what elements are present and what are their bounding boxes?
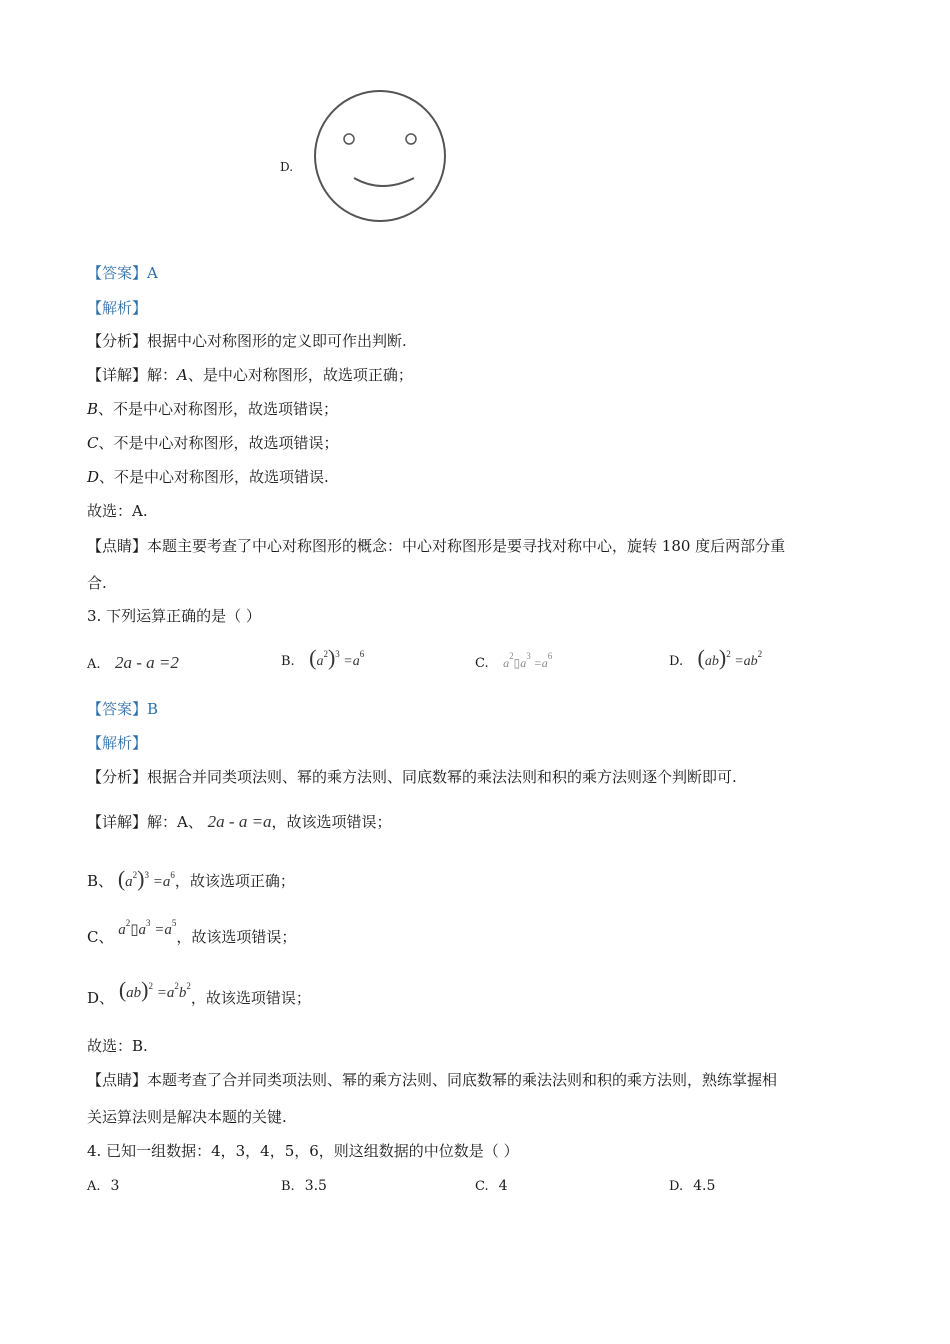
fenxi-tag: 【分析】: [87, 768, 148, 786]
fenxi-text: 根据合并同类项法则、幂的乘方法则、同底数幂的乘法法则和积的乘方法则逐个判断即可.: [147, 768, 737, 786]
q2-comment-line-1: [87, 535, 785, 557]
option-formula: $a^2▯a^3 =a^6$: [503, 651, 553, 670]
detail-formula: $(ab)^2 =a^2b^2$: [118, 977, 191, 1002]
q3-detail-d: [87, 977, 311, 1011]
option-formula: 2a - a =2: [114, 653, 179, 672]
smile-mouth: [354, 178, 414, 186]
option-formula: $(a^2)^3 =a^6$: [309, 645, 365, 670]
face-outline: [315, 91, 445, 221]
answer-value: A: [147, 264, 158, 282]
detail-tag: 【详解】: [87, 813, 148, 831]
detail-text: 、是中心对称图形，故选项正确；: [187, 366, 413, 384]
detail-prefix: C、: [87, 928, 114, 946]
q3-detail-a: [87, 811, 392, 833]
detail-text: ，故该选项正确；: [174, 872, 295, 890]
option-value: 4.5: [693, 1178, 716, 1194]
analysis-tag: 【解析】: [87, 299, 148, 317]
detail-prefix: 解：A、: [147, 813, 203, 831]
q3-choice: 故选：B.: [87, 1037, 148, 1055]
detail-letter: A: [177, 366, 188, 384]
q3-option-a: [87, 652, 179, 676]
q3-analysis-line: [87, 732, 147, 754]
q4-option-a: [87, 1175, 119, 1198]
option-label: A.: [87, 657, 101, 672]
detail-prefix: B、: [87, 872, 114, 890]
q4-option-c: [475, 1175, 508, 1198]
q2-option-d-label: D.: [280, 160, 294, 174]
option-value: 3.5: [304, 1178, 327, 1194]
detail-text: 、不是中心对称图形，故选项错误；: [98, 434, 339, 452]
detail-letter: D: [87, 468, 100, 486]
option-label: D.: [669, 654, 684, 669]
option-label: C.: [475, 1179, 489, 1194]
detail-text: ，故该选项错误；: [190, 989, 311, 1007]
answer-tag: 【答案】: [87, 700, 148, 718]
option-label: B.: [281, 654, 295, 669]
detail-formula: 2a - a =a: [207, 812, 272, 831]
option-label: A.: [87, 1179, 101, 1194]
detail-tag: 【详解】: [87, 366, 148, 384]
option-label: C.: [475, 656, 489, 671]
answer-value: B: [147, 700, 159, 718]
detail-text: ，故该选项错误；: [176, 928, 297, 946]
q2-detail-d: [87, 466, 329, 488]
q2-fenxi-line: [87, 330, 407, 352]
q4-option-d: [669, 1175, 715, 1198]
analysis-tag: 【解析】: [87, 734, 148, 752]
q4-stem: 4. 已知一组数据：4，3，4，5，6，则这组数据的中位数是（ ）: [87, 1142, 519, 1160]
option-value: 3: [110, 1178, 120, 1194]
q2-comment-line-2: 合.: [87, 574, 107, 592]
q3-detail-b: [87, 868, 295, 894]
smiley-face-figure: [310, 88, 450, 224]
q2-detail-b: [87, 398, 338, 420]
q2-detail-c: [87, 432, 339, 454]
comment-tag: 【点睛】: [87, 537, 148, 555]
q3-option-b: [281, 647, 364, 673]
detail-text: 、不是中心对称图形，故选项错误；: [98, 400, 339, 418]
q3-comment-line-1: [87, 1069, 777, 1091]
detail-prefix: 解：: [147, 366, 178, 384]
q2-detail-a: [87, 364, 413, 386]
q2-choice: 故选：A.: [87, 502, 148, 520]
detail-letter: C: [87, 434, 99, 452]
fenxi-text: 根据中心对称图形的定义即可作出判断.: [147, 332, 407, 350]
detail-formula: $(a^2)^3 =a^6$: [117, 866, 175, 891]
q3-answer-line: [87, 698, 158, 720]
option-formula: $(ab)^2 =ab^2$: [697, 645, 763, 670]
detail-letter: B: [87, 400, 99, 418]
option-label: D.: [669, 1179, 684, 1194]
q3-fenxi-line: [87, 766, 737, 788]
q3-detail-c: [87, 918, 297, 950]
q3-comment-line-2: 关运算法则是解决本题的关键.: [87, 1108, 287, 1126]
q4-option-b: [281, 1175, 327, 1198]
left-eye: [344, 134, 354, 144]
q3-option-d: [669, 647, 762, 673]
comment-text: 本题考查了合并同类项法则、幂的乘方法则、同底数幂的乘法法则和积的乘方法则，熟练掌握相: [147, 1071, 778, 1089]
comment-text: 本题主要考查了中心对称图形的概念：中心对称图形是要寻找对称中心，旋转 180 度后两部分重: [147, 537, 786, 555]
q2-analysis-line: [87, 297, 147, 319]
q2-answer-line: [87, 262, 158, 284]
detail-text: 、不是中心对称图形，故选项错误.: [99, 468, 329, 486]
q3-stem: 3. 下列运算正确的是（ ）: [87, 607, 261, 625]
detail-prefix: D、: [87, 989, 115, 1007]
detail-text: ，故该选项错误；: [271, 813, 392, 831]
detail-formula: $a^2▯a^3 =a^5$: [118, 918, 177, 938]
option-label: B.: [281, 1179, 295, 1194]
comment-tag: 【点睛】: [87, 1071, 148, 1089]
q3-option-c: [475, 652, 552, 675]
option-value: 4: [498, 1178, 508, 1194]
right-eye: [406, 134, 416, 144]
answer-tag: 【答案】: [87, 264, 148, 282]
fenxi-tag: 【分析】: [87, 332, 148, 350]
